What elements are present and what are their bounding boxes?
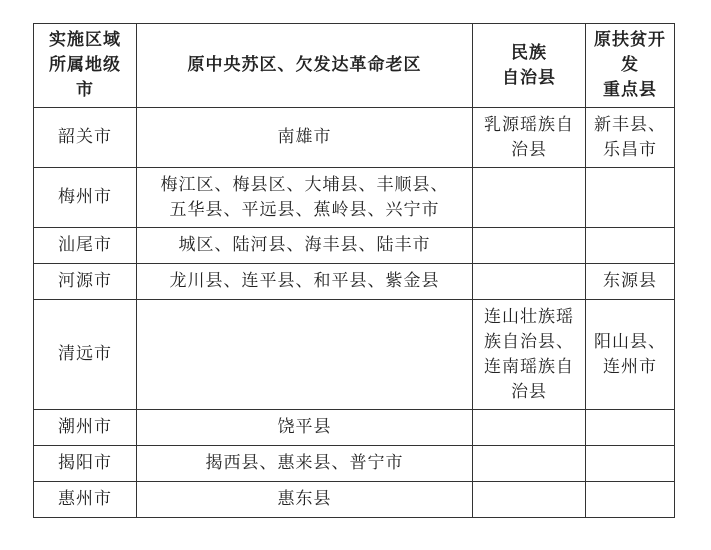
table-row	[34, 410, 675, 446]
ethnic-cell	[473, 168, 586, 228]
poverty-line: 东源县	[603, 271, 657, 291]
poverty-cell	[586, 482, 675, 518]
ethnic-line: 乳源瑶族自	[484, 114, 574, 135]
ethnic-cell	[473, 446, 586, 482]
poverty-cell	[586, 300, 675, 410]
table-header-row	[34, 24, 675, 108]
ethnic-cell	[473, 300, 586, 410]
header-old-revolutionary-area: 原中央苏区、欠发达革命老区	[137, 24, 473, 108]
header-ethnic-autonomous-county	[473, 24, 586, 108]
header-city-line: 所属地级	[49, 55, 121, 75]
ethnic-cell	[473, 108, 586, 168]
area-line: 五华县、平远县、蕉岭县、兴宁市	[169, 199, 440, 220]
document-page	[33, 23, 675, 518]
ethnic-line: 连山壮族瑶	[484, 306, 574, 327]
poverty-cell	[586, 228, 675, 264]
header-city-line: 实施区域	[49, 30, 121, 50]
table-row	[34, 482, 675, 518]
city-cell: 河源市	[34, 264, 137, 300]
ethnic-cell	[473, 264, 586, 300]
county-classification-table	[33, 23, 675, 518]
area-line: 惠东县	[277, 489, 332, 509]
area-cell	[137, 300, 473, 410]
poverty-cell	[586, 108, 675, 168]
poverty-line: 阳山县、	[594, 331, 666, 352]
area-cell	[137, 410, 473, 446]
area-cell	[137, 168, 473, 228]
poverty-line: 新丰县、	[594, 114, 666, 135]
header-ethnic-line: 民族	[511, 42, 547, 63]
header-ethnic-line: 自治县	[502, 67, 556, 88]
area-line: 城区、陆河县、海丰县、陆丰市	[178, 235, 431, 255]
header-poverty-line: 发	[621, 55, 639, 75]
area-cell	[137, 228, 473, 264]
city-cell: 汕尾市	[34, 228, 137, 264]
area-cell	[137, 264, 473, 300]
ethnic-line: 族自治县、	[484, 331, 574, 352]
ethnic-cell	[473, 228, 586, 264]
poverty-cell	[586, 264, 675, 300]
table-row	[34, 228, 675, 264]
table-row	[34, 446, 675, 482]
header-poverty-line: 原扶贫开	[594, 30, 666, 50]
city-cell: 梅州市	[34, 168, 137, 228]
area-line: 饶平县	[277, 417, 332, 437]
header-city-line: 市	[76, 80, 94, 100]
city-cell: 潮州市	[34, 410, 137, 446]
table-row	[34, 108, 675, 168]
city-cell: 揭阳市	[34, 446, 137, 482]
poverty-line: 连州市	[603, 356, 657, 377]
area-cell	[137, 446, 473, 482]
area-cell	[137, 482, 473, 518]
poverty-line: 乐昌市	[603, 139, 657, 160]
table-row	[34, 300, 675, 410]
city-cell: 惠州市	[34, 482, 137, 518]
ethnic-cell	[473, 482, 586, 518]
table-row	[34, 264, 675, 300]
area-cell	[137, 108, 473, 168]
ethnic-cell	[473, 410, 586, 446]
area-line: 揭西县、惠来县、普宁市	[205, 453, 404, 473]
area-line: 南雄市	[277, 127, 332, 147]
poverty-cell	[586, 446, 675, 482]
area-line: 梅江区、梅县区、大埔县、丰顺县、	[160, 174, 449, 195]
header-poverty-line: 重点县	[603, 80, 657, 100]
ethnic-line: 治县	[511, 139, 547, 160]
poverty-cell	[586, 410, 675, 446]
header-poverty-county	[586, 24, 675, 108]
header-city	[34, 24, 137, 108]
city-cell: 韶关市	[34, 108, 137, 168]
city-cell: 清远市	[34, 300, 137, 410]
ethnic-line: 治县	[511, 381, 547, 402]
area-line: 龙川县、连平县、和平县、紫金县	[169, 271, 440, 291]
poverty-cell	[586, 168, 675, 228]
table-row	[34, 168, 675, 228]
ethnic-line: 连南瑶族自	[484, 356, 574, 377]
